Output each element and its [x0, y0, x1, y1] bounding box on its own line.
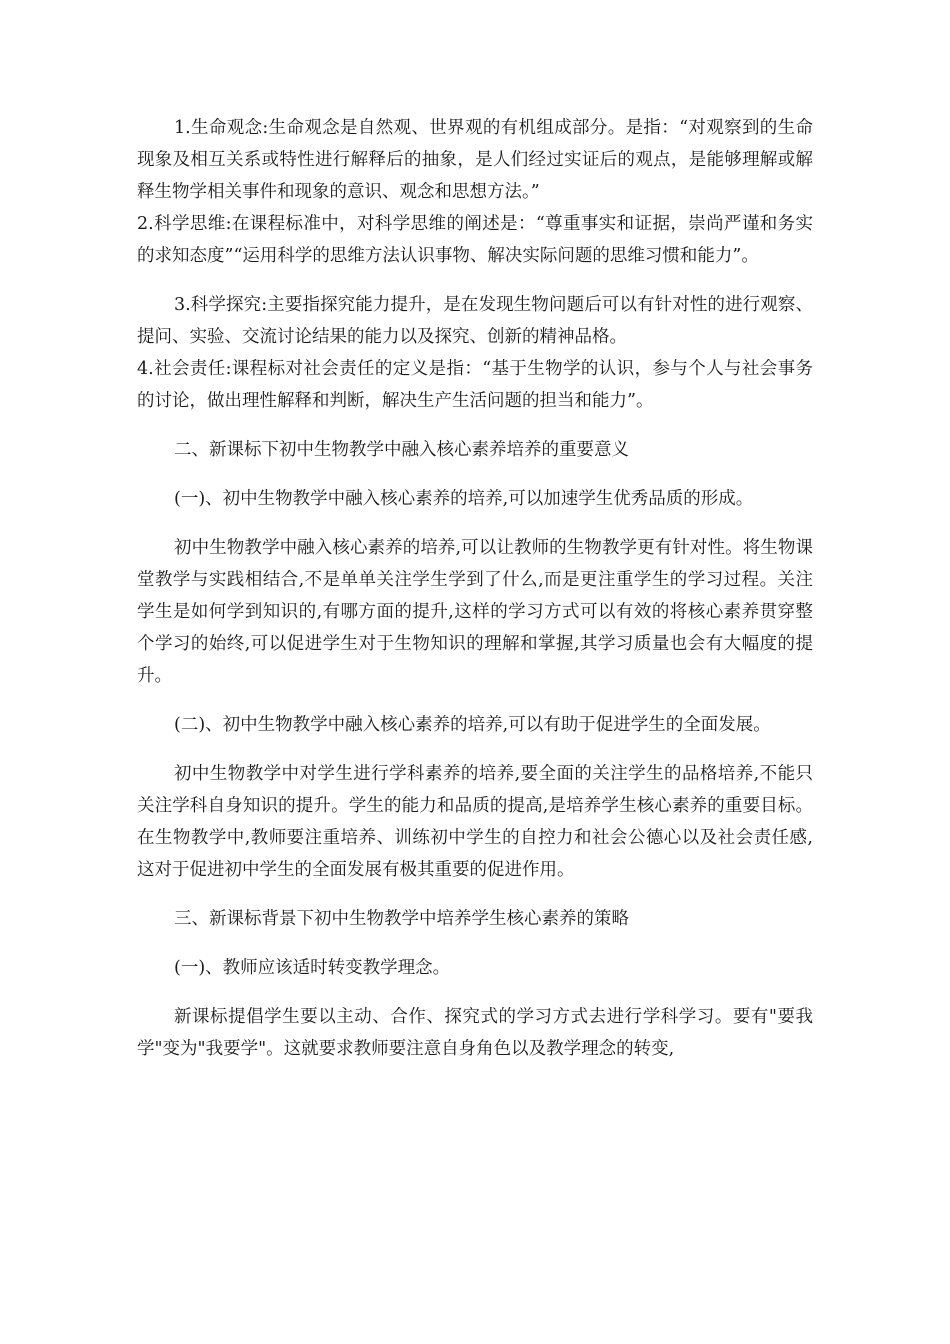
paragraph-social-responsibility: 4.社会责任:课程标对社会责任的定义是指：“基于生物学的认识，参与个人与社会事务的讨论，做出理性解释和判断，解决生产生活问题的担当和能力”。: [137, 359, 813, 411]
subheading-2-1: (一)、初中生物教学中融入核心素养的培养,可以加速学生优秀品质的形成。: [174, 489, 754, 509]
paragraph-3-1-body: 新课标提倡学生要以主动、合作、探究式的学习方式去进行学科学习。要有"要我学"变为"我要学"。这就要求教师要注意自身角色以及教学理念的转变,: [137, 1007, 813, 1059]
subheading-2-2: (二)、初中生物教学中融入核心素养的培养,可以有助于促进学生的全面发展。: [174, 715, 771, 735]
paragraph-2-1-body: 初中生物教学中融入核心素养的培养,可以让教师的生物教学更有针对性。将生物课堂教学与实践相结合,不是单单关注学生学到了什么,而是更注重学生的学习过程。关注学生是如何学到知识的,有哪方面的提升,这样的学习方式可以有效的将核心素养贯穿整个学习的始终,可以促进学生对于生物知识的理解和掌握,其学习质量也会有大幅度的提升。: [137, 538, 813, 686]
paragraph-scientific-thinking: 2.科学思维:在课程标准中，对科学思维的阐述是：“尊重事实和证据，崇尚严谨和务实的求知态度”“运用科学的思维方法认识事物、解决实际问题的思维习惯和能力”。: [137, 214, 813, 266]
subheading-3-1: (一)、教师应该适时转变教学理念。: [174, 958, 451, 978]
paragraph-life-concept: 1.生命观念:生命观念是自然观、世界观的有机组成部分。是指：“对观察到的生命现象及相互关系或特性进行解释后的抽象，是人们经过实证后的观点，是能够理解或解释生物学相关事件和现象的意识、观念和思想方法。”: [137, 118, 813, 202]
paragraph-scientific-inquiry: 3.科学探究:主要指探究能力提升，是在发现生物问题后可以有针对性的进行观察、提问、实验、交流讨论结果的能力以及探究、创新的精神品格。: [137, 295, 813, 347]
section-heading-3: 三、新课标背景下初中生物教学中培养学生核心素养的策略: [174, 909, 629, 929]
document-body: [137, 112, 813, 1065]
paragraph-2-2-body: 初中生物教学中对学生进行学科素养的培养,要全面的关注学生的品格培养,不能只关注学科自身知识的提升。学生的能力和品质的提高,是培养学生核心素养的重要目标。在生物教学中,教师要注重培养、训练初中学生的自控力和社会公德心以及社会责任感,这对于促进初中学生的全面发展有极其重要的促进作用。: [137, 764, 813, 880]
section-heading-2: 二、新课标下初中生物教学中融入核心素养培养的重要意义: [174, 440, 629, 460]
